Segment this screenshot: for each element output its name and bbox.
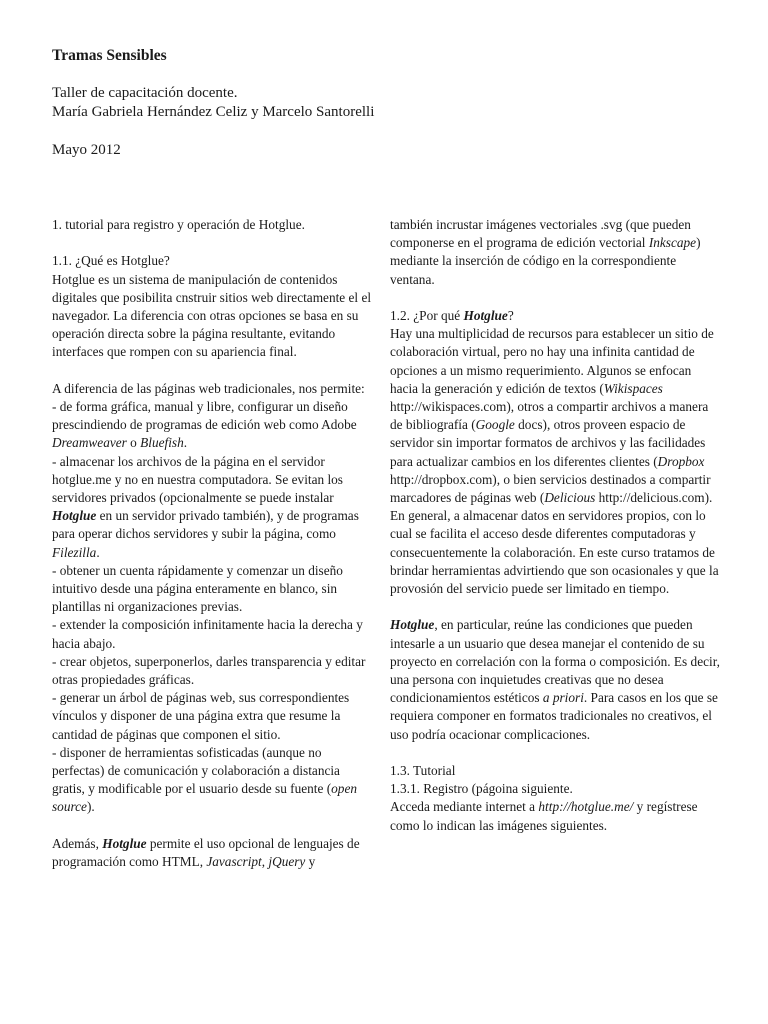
bullet-account: - obtener un cuenta rápidamente y comenzar un diseño intuitivo desde una página enteramente en blanco, sin plantillas ni organizaciones previas. [52,562,343,615]
workshop-subtitle: Taller de capacitación docente. [52,85,238,101]
hotglue-link[interactable]: http://hotglue.me/ [538,799,634,815]
authors: María Gabriela Hernández Celiz y Marcelo Santorelli [52,104,375,120]
paragraph-svg: también incrustar imágenes vectoriales .svg (que pueden componerse en el programa de edición vectorial Inkscape) mediante la inserción de código en la correspondiente ventana. [390,217,701,287]
bullet-storage: - almacenar los archivos de la página en el servidor hotglue.me y no en nuestra computadora. Se evitan los servidores privados (opcionalmente se puede instalar Hotglue en un servidor privado también), y de programas para operar dichos servidores y subir la página, como Filezilla. [52,453,359,560]
bullet-extend: - extender la composición infinitamente hacia la derecha y hacia abajo. [52,617,363,651]
section-heading-1-1: 1.1. ¿Qué es Hotglue? [52,253,170,269]
paragraph-why: Hay una multiplicidad de recursos para establecer un sitio de colaboración virtual, pero no hay una infinita cantidad de opciones a un mismo requerimiento. Algunos se enfocan hacia la generación y edición de textos (Wikispaces http://wikispaces.com), otros a compartir archivos a manera de bibliografía (Google docs), otros proveen espacio de servidor sin importar formatos de archivos y las facilidades para actualizar cambios en los diferentes clientes (Dropbox http://dropbox.com), o bien servicios destinados a compartir marcadores de páginas web (Delicious http://delicious.com). En general, a almacenar datos en servidores propios, con lo cual se facilita el acceso desde diferentes computadoras y consecuentemente la colaboración. En este curso tratamos de brindar herramientas advirtiendo que son ocasionales y que la provosión del servicio puede ser limitado en tiempo. [390,326,719,597]
paragraph-hotglue-conditions: Hotglue, en particular, reúne las condiciones que pueden intesarle a un usuario que desea manejar el contenido de su proyecto en correlación con la forma o composición. Es decir, una persona con inquietudes creativas que no desea condicionamientos estéticos a priori. Para casos en los que se requiera componer en formatos tradicionales no creativos, el uso podría ocacionar complicaciones. [390,617,720,742]
section-heading-1-3-1: 1.3.1. Registro (págoina siguiente. [390,781,573,797]
paragraph-register: Acceda mediante internet a http://hotglue.me/ y regístrese como lo indican las imágenes siguientes. [390,799,698,833]
document-date: Mayo 2012 [52,142,121,158]
bullet-tools: - disponer de herramientas sofisticadas (aunque no perfectas) de comunicación y colaboración a distancia gratis, y modificable por el usuario desde su fuente (open source). [52,744,358,815]
bullet-page-tree: - generar un árbol de páginas web, sus correspondientes vínculos y disponer de una página extra que resume la cantidad de páginas que componen el sitio. [52,690,350,742]
paragraph-languages: Además, Hotglue permite el uso opcional de lenguajes de programación como HTML, Javascript, jQuery y [52,835,360,870]
bullet-graphic-design: - de forma gráfica, manual y libre, configurar un diseño prescindiendo de programas de edición web como Adobe Dreamweaver o Bluefish. [52,399,357,451]
left-column [52,216,374,871]
paragraph-what-is: Hotglue es un sistema de manipulación de contenidos digitales que posibilita cnstruir sitios web directamente el el navegador. La diferencia con otras opciones se basa en su operación directa sobre la página resultante, evitando interfaces que rompen con su apariencia final. [52,271,372,360]
document-header [52,46,374,160]
bullet-objects: - crear objetos, superponerlos, darles transparencia y editar otras propiedades gráficas. [52,653,366,688]
section-heading-1-2: 1.2. ¿Por qué Hotglue? [390,308,514,323]
document-title: Tramas Sensibles [52,47,167,64]
section-heading-1: 1. tutorial para registro y operación de Hotglue. [52,217,305,232]
section-heading-1-3: 1.3. Tutorial [390,763,456,779]
right-column [390,216,720,835]
paragraph-differences-intro: A diferencia de las páginas web tradicionales, nos permite: [52,380,365,396]
